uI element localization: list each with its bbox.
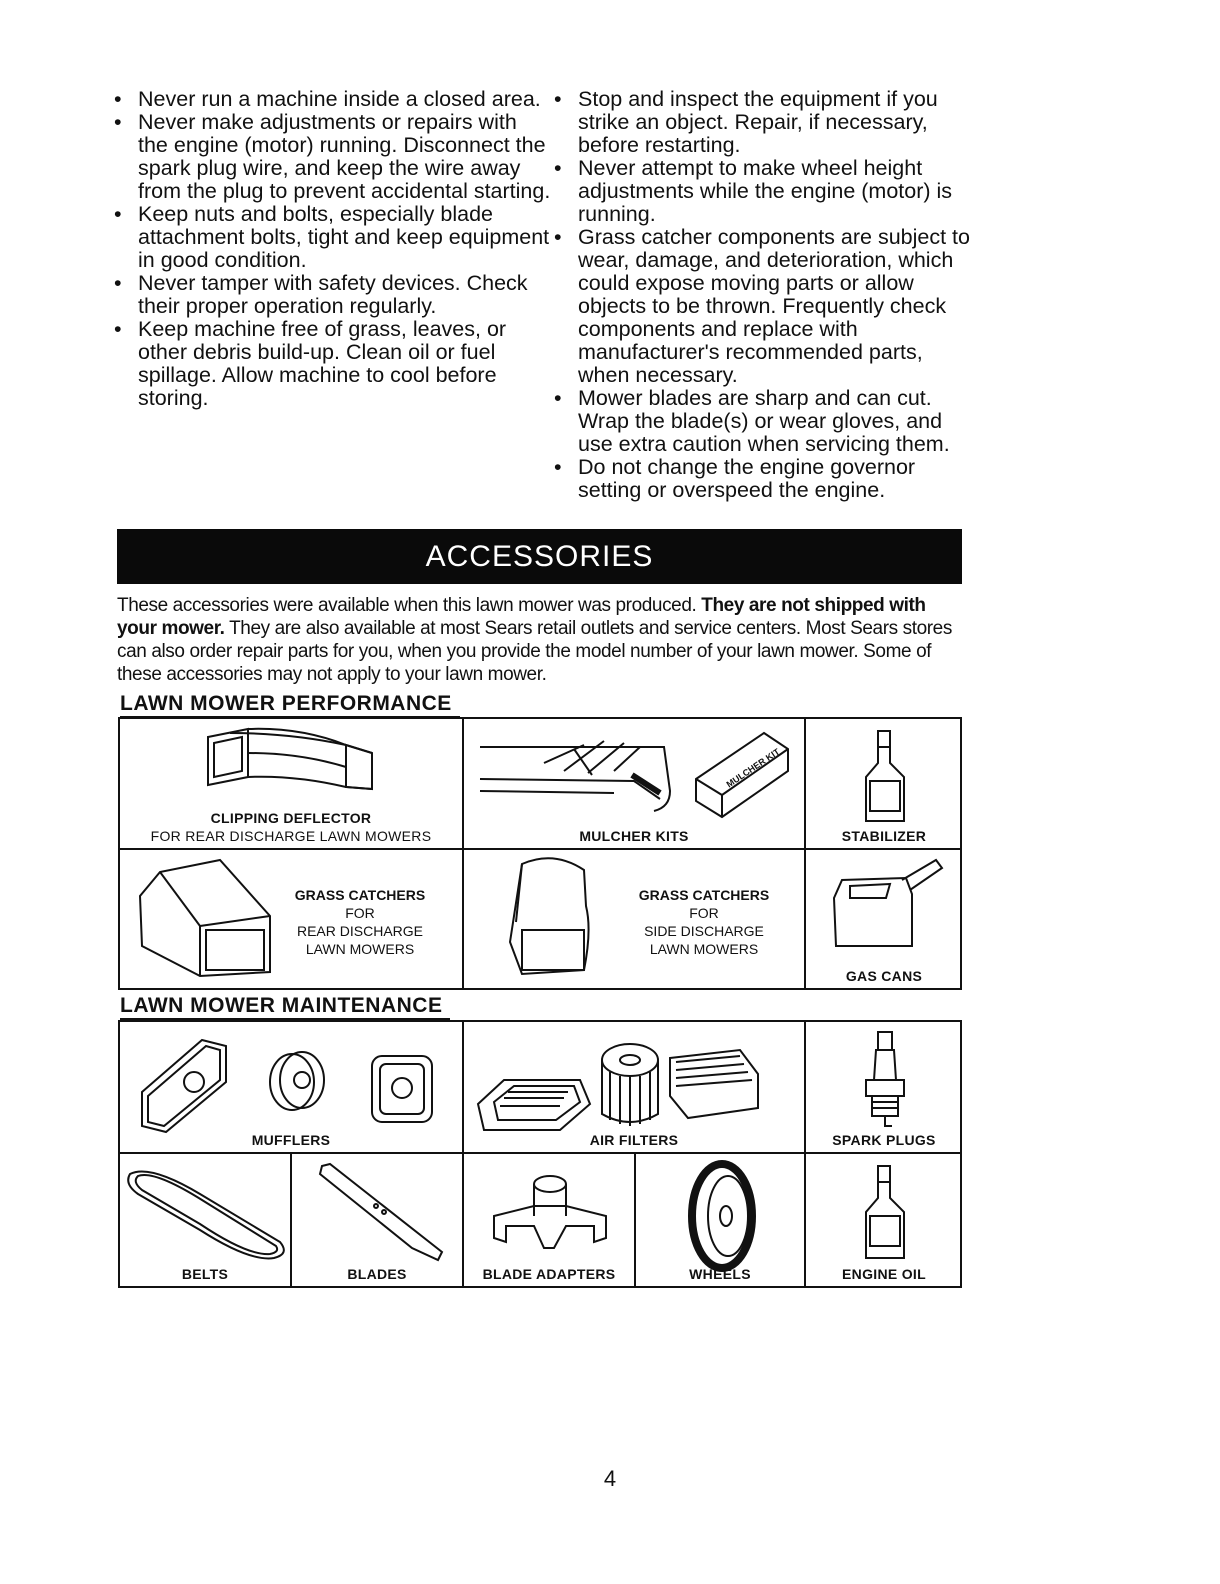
performance-grid	[118, 717, 962, 990]
belts-cell	[120, 1154, 292, 1286]
blades-cell	[292, 1154, 464, 1286]
intro-bold: They are not shipped with your mower.	[117, 595, 926, 639]
safety-item: • Keep machine free of grass, leaves, or other debris build-up. Clean oil or fuel spillage. Allow machine to cool before storing.	[112, 318, 552, 410]
side-catchers-line1: GRASS CATCHERS	[638, 887, 770, 903]
gas-cans-label: GAS CANS	[845, 968, 923, 984]
safety-item: • Never run a machine inside a closed area.	[112, 88, 552, 111]
rear-catchers-label	[280, 886, 440, 958]
mulcher-kits-label: MULCHER KITS	[579, 828, 689, 844]
maintenance-grid	[118, 1020, 962, 1288]
safety-item: • Never tamper with safety devices. Check their proper operation regularly.	[112, 272, 552, 318]
spark-plugs-label: SPARK PLUGS	[832, 1132, 936, 1148]
side-grass-catchers-cell	[464, 850, 806, 988]
safety-item: • Do not change the engine governor setting or overspeed the engine.	[552, 456, 972, 502]
side-catchers-line3: SIDE DISCHARGE	[644, 923, 764, 939]
side-catchers-line4: LAWN MOWERS	[649, 941, 759, 957]
intro-text-1: These accessories were available when this lawn mower was produced.	[117, 595, 702, 616]
blades-label: BLADES	[347, 1266, 407, 1282]
safety-list-left	[112, 88, 552, 410]
safety-item: • Stop and inspect the equipment if you strike an object. Repair, if necessary, before restarting.	[552, 88, 972, 157]
intro-paragraph	[117, 594, 967, 686]
performance-title: LAWN MOWER PERFORMANCE	[120, 692, 452, 715]
mufflers-label: MUFFLERS	[251, 1132, 331, 1148]
rear-catchers-line4: LAWN MOWERS	[305, 941, 415, 957]
page-number: 4	[603, 1466, 617, 1491]
wheels-cell	[636, 1154, 806, 1286]
wheels-label: WHEELS	[689, 1266, 751, 1282]
safety-item: • Never make adjustments or repairs with the engine (motor) running. Disconnect the spark plug wire, and keep the wire away from the plug to prevent accidental starting.	[112, 111, 552, 203]
clipping-deflector-cell	[120, 719, 464, 850]
safety-item: • Mower blades are sharp and can cut. Wrap the blade(s) or wear gloves, and use extra caution when servicing them.	[552, 387, 972, 456]
clipping-deflector-sublabel: FOR REAR DISCHARGE LAWN MOWERS	[150, 828, 432, 844]
side-catchers-label	[624, 886, 784, 958]
air-filters-cell	[464, 1022, 806, 1154]
engine-oil-cell	[806, 1154, 962, 1286]
mulcher-box-text: MULCHER KIT	[724, 746, 782, 790]
safety-list-right	[552, 88, 972, 502]
air-filters-label: AIR FILTERS	[589, 1132, 679, 1148]
rear-catchers-line3: REAR DISCHARGE	[296, 923, 424, 939]
stabilizer-label: STABILIZER	[841, 828, 927, 844]
mulcher-kits-cell	[464, 719, 806, 850]
safety-item: • Grass catcher components are subject to wear, damage, and deterioration, which could expose moving parts or allow objects to be thrown. Frequently check components and replace with manufacturer's recommended parts, when necessary.	[552, 226, 972, 387]
blade-adapters-label: BLADE ADAPTERS	[482, 1266, 616, 1282]
rear-catchers-line1: GRASS CATCHERS	[294, 887, 426, 903]
accessories-banner	[117, 529, 962, 584]
engine-oil-label: ENGINE OIL	[842, 1266, 926, 1282]
banner-title: ACCESSORIES	[425, 539, 654, 573]
safety-item: • Never attempt to make wheel height adjustments while the engine (motor) is running.	[552, 157, 972, 226]
belts-label: BELTS	[181, 1266, 229, 1282]
intro-text-2: They are also available at most Sears retail outlets and service centers. Most Sears stores can also order repair parts for you, when you provide the model number of your lawn mower. Some of these accessories may not apply to your lawn mower.	[117, 618, 952, 685]
gas-cans-cell	[806, 850, 962, 988]
maintenance-title: LAWN MOWER MAINTENANCE	[120, 994, 443, 1017]
rear-grass-catchers-cell	[120, 850, 464, 988]
side-catchers-line2: FOR	[689, 905, 719, 921]
stabilizer-cell	[806, 719, 962, 850]
blade-adapters-cell	[464, 1154, 636, 1286]
mufflers-cell	[120, 1022, 464, 1154]
clipping-deflector-label: CLIPPING DEFLECTOR	[210, 810, 372, 826]
rear-catchers-line2: FOR	[345, 905, 375, 921]
safety-item: • Keep nuts and bolts, especially blade attachment bolts, tight and keep equipment in good condition.	[112, 203, 552, 272]
spark-plugs-cell	[806, 1022, 962, 1154]
